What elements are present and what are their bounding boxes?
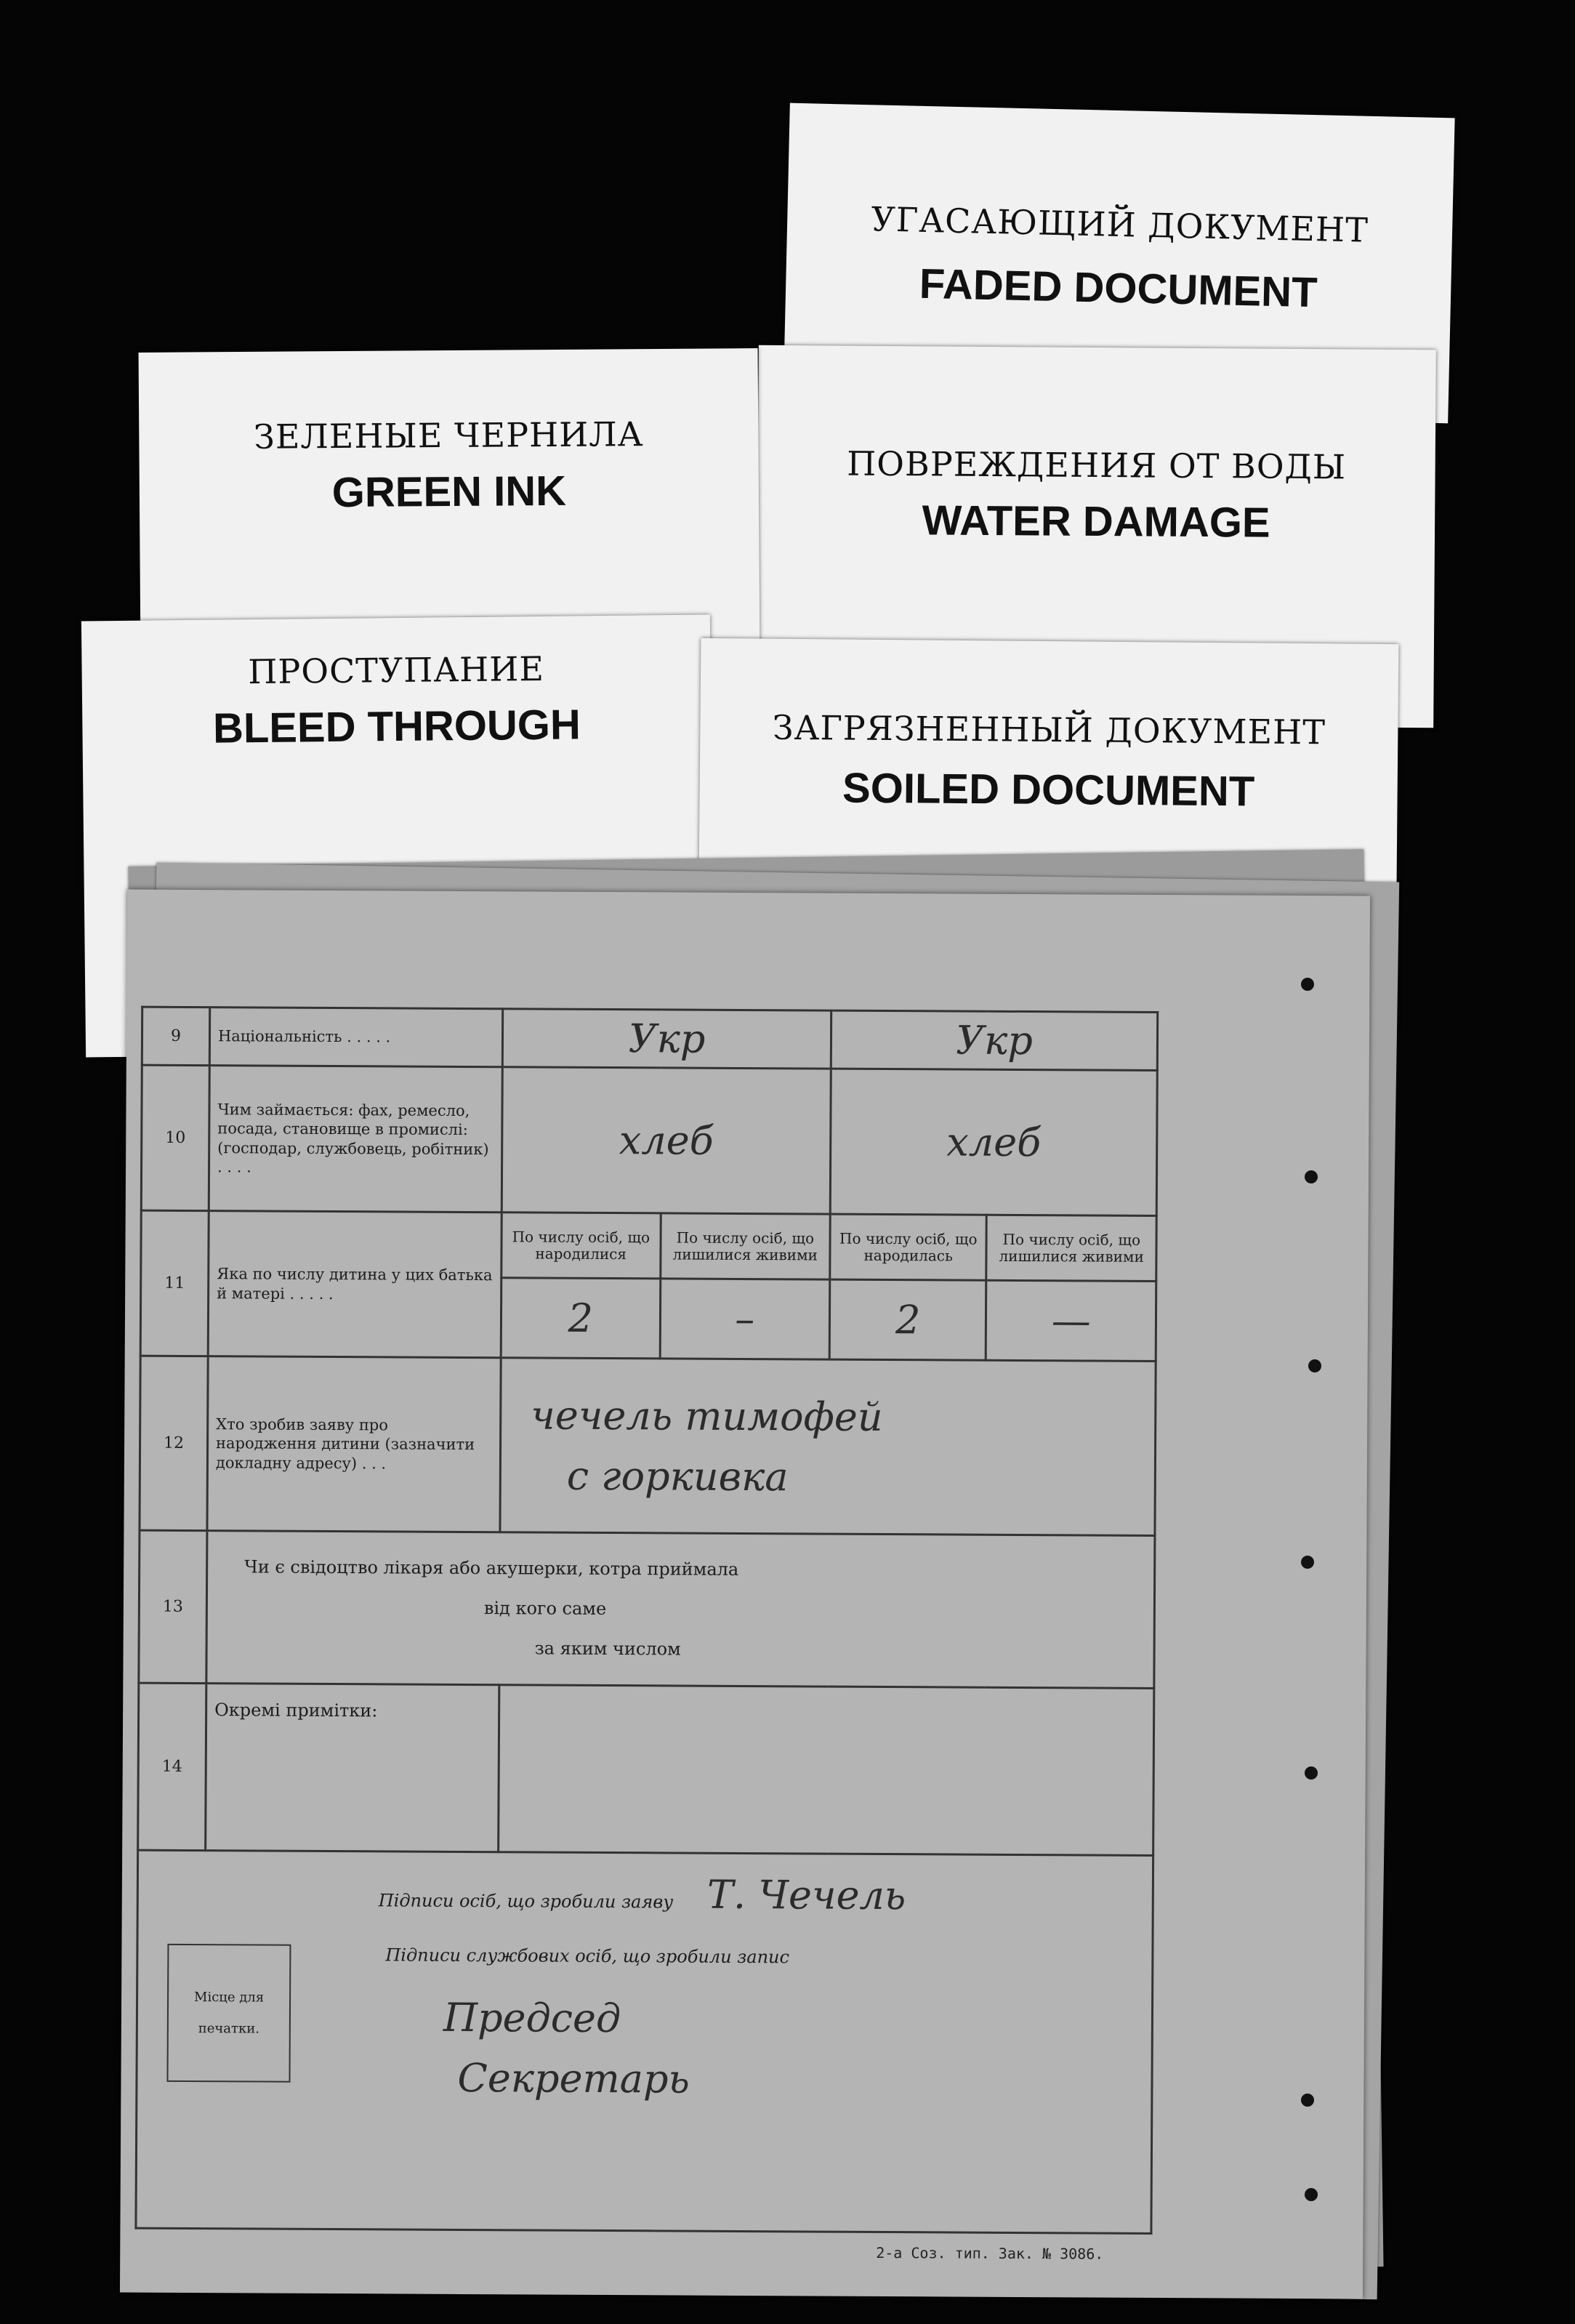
label-bleed-ru: ПРОСТУПАНИЕ xyxy=(247,648,545,692)
row-13-content xyxy=(206,1531,1155,1689)
row-number: 14 xyxy=(138,1683,206,1850)
punch-hole xyxy=(1301,2094,1314,2107)
stamp-area xyxy=(145,1944,342,2100)
handwritten-value: Укр xyxy=(831,1010,1157,1070)
punch-hole xyxy=(1301,1556,1314,1569)
row-14-value-cell xyxy=(499,1685,1154,1856)
printed-line: від кого саме xyxy=(483,1598,607,1619)
handwritten-value: Укр xyxy=(502,1009,831,1069)
row-number: 12 xyxy=(140,1356,208,1530)
punch-hole xyxy=(1305,1170,1318,1183)
label-water-ru: ПОВРЕЖДЕНИЯ ОТ ВОДЫ xyxy=(846,443,1347,487)
stamp-label: Місце для xyxy=(193,1990,265,2006)
label-green-en: GREEN INK xyxy=(331,467,567,517)
row-label: Національність . . . . . xyxy=(209,1008,502,1067)
applicants-signature: Т. Чечель xyxy=(706,1871,906,1919)
form-page xyxy=(120,890,1370,2299)
handwritten-value: 2 xyxy=(501,1278,660,1359)
row-label: Окремі примітки: xyxy=(206,1684,499,1852)
row-number: 10 xyxy=(141,1065,209,1210)
row-label: Хто зробив заяву про народження дитини (зазначити докладну адресу) . . . xyxy=(207,1356,501,1532)
handwritten-value: – xyxy=(660,1279,830,1359)
label-bleed-en: BLEED THROUGH xyxy=(212,701,581,752)
handwritten-value: хлеб xyxy=(830,1069,1157,1215)
label-card-green-ink xyxy=(139,348,760,658)
subheader: По числу осіб, що лишилися живими xyxy=(660,1213,830,1279)
handwritten-value: — xyxy=(986,1280,1156,1361)
row-number: 9 xyxy=(142,1007,209,1065)
chairman-signature: Председ xyxy=(443,1994,621,2042)
form-row-9 xyxy=(142,1007,1157,1070)
birth-record-form xyxy=(134,1006,1159,2235)
secretary-signature: Секретарь xyxy=(457,2054,690,2102)
officials-signatures xyxy=(341,1945,1144,2104)
form-row-11-header xyxy=(141,1210,1156,1281)
handwritten-value: с горкивка xyxy=(566,1452,789,1500)
handwritten-value: чечель тимофей xyxy=(531,1391,883,1440)
applicants-line xyxy=(146,1869,1145,1920)
signatures-cell xyxy=(136,1850,1153,2233)
row-number: 11 xyxy=(140,1210,209,1356)
printed-line: за яким числом xyxy=(534,1638,681,1660)
printed-line: Чи є свідоцтво лікаря або акушерки, котра приймала xyxy=(244,1556,739,1580)
punch-hole xyxy=(1308,1359,1321,1372)
subheader: По числу осіб, що народилися xyxy=(501,1213,661,1279)
officials-label: Підписи службових осіб, що зробили запис xyxy=(385,1945,790,1968)
label-green-ru: ЗЕЛЕНЫЕ ЧЕРНИЛА xyxy=(253,414,644,457)
label-soiled-ru: ЗАГРЯЗНЕННЫЙ ДОКУМЕНТ xyxy=(772,707,1326,752)
printer-imprint: 2-а Соз. тип. Зак. № 3086. xyxy=(876,2243,1104,2263)
punch-hole xyxy=(1305,1766,1318,1780)
signatures-section xyxy=(136,1850,1153,2233)
row-label: Чим займається: фах, ремесло, посада, становище в промислі: (господар, службовець, робітник) . . . . xyxy=(209,1066,502,1213)
handwritten-value: 2 xyxy=(829,1279,986,1360)
punch-hole xyxy=(1305,2188,1318,2201)
punch-hole xyxy=(1301,978,1314,991)
label-water-en: WATER DAMAGE xyxy=(922,496,1270,547)
handwritten-value: хлеб xyxy=(501,1067,831,1214)
officials-block xyxy=(145,1944,1144,2104)
form-row-12 xyxy=(140,1356,1156,1535)
form-row-14 xyxy=(138,1683,1154,1855)
stamp-label: печатки. xyxy=(198,2021,260,2037)
subheader: По числу осіб, що народилась xyxy=(830,1214,987,1280)
stamp-box xyxy=(166,1944,291,2083)
row-label: Яка по числу дитина у цих батька й матері . . . . . xyxy=(208,1211,501,1358)
form-row-13 xyxy=(139,1530,1155,1688)
label-faded-en: FADED DOCUMENT xyxy=(919,260,1318,317)
label-soiled-en: SOILED DOCUMENT xyxy=(842,764,1255,816)
applicants-label: Підписи осіб, що зробили заяву xyxy=(378,1890,674,1913)
row-12-value-cell xyxy=(500,1358,1156,1536)
subheader: По числу осіб, що лишилися живими xyxy=(986,1215,1156,1281)
label-faded-ru: УГАСАЮЩИЙ ДОКУМЕНТ xyxy=(871,199,1369,250)
form-row-10 xyxy=(141,1065,1157,1215)
row-number: 13 xyxy=(139,1530,207,1683)
